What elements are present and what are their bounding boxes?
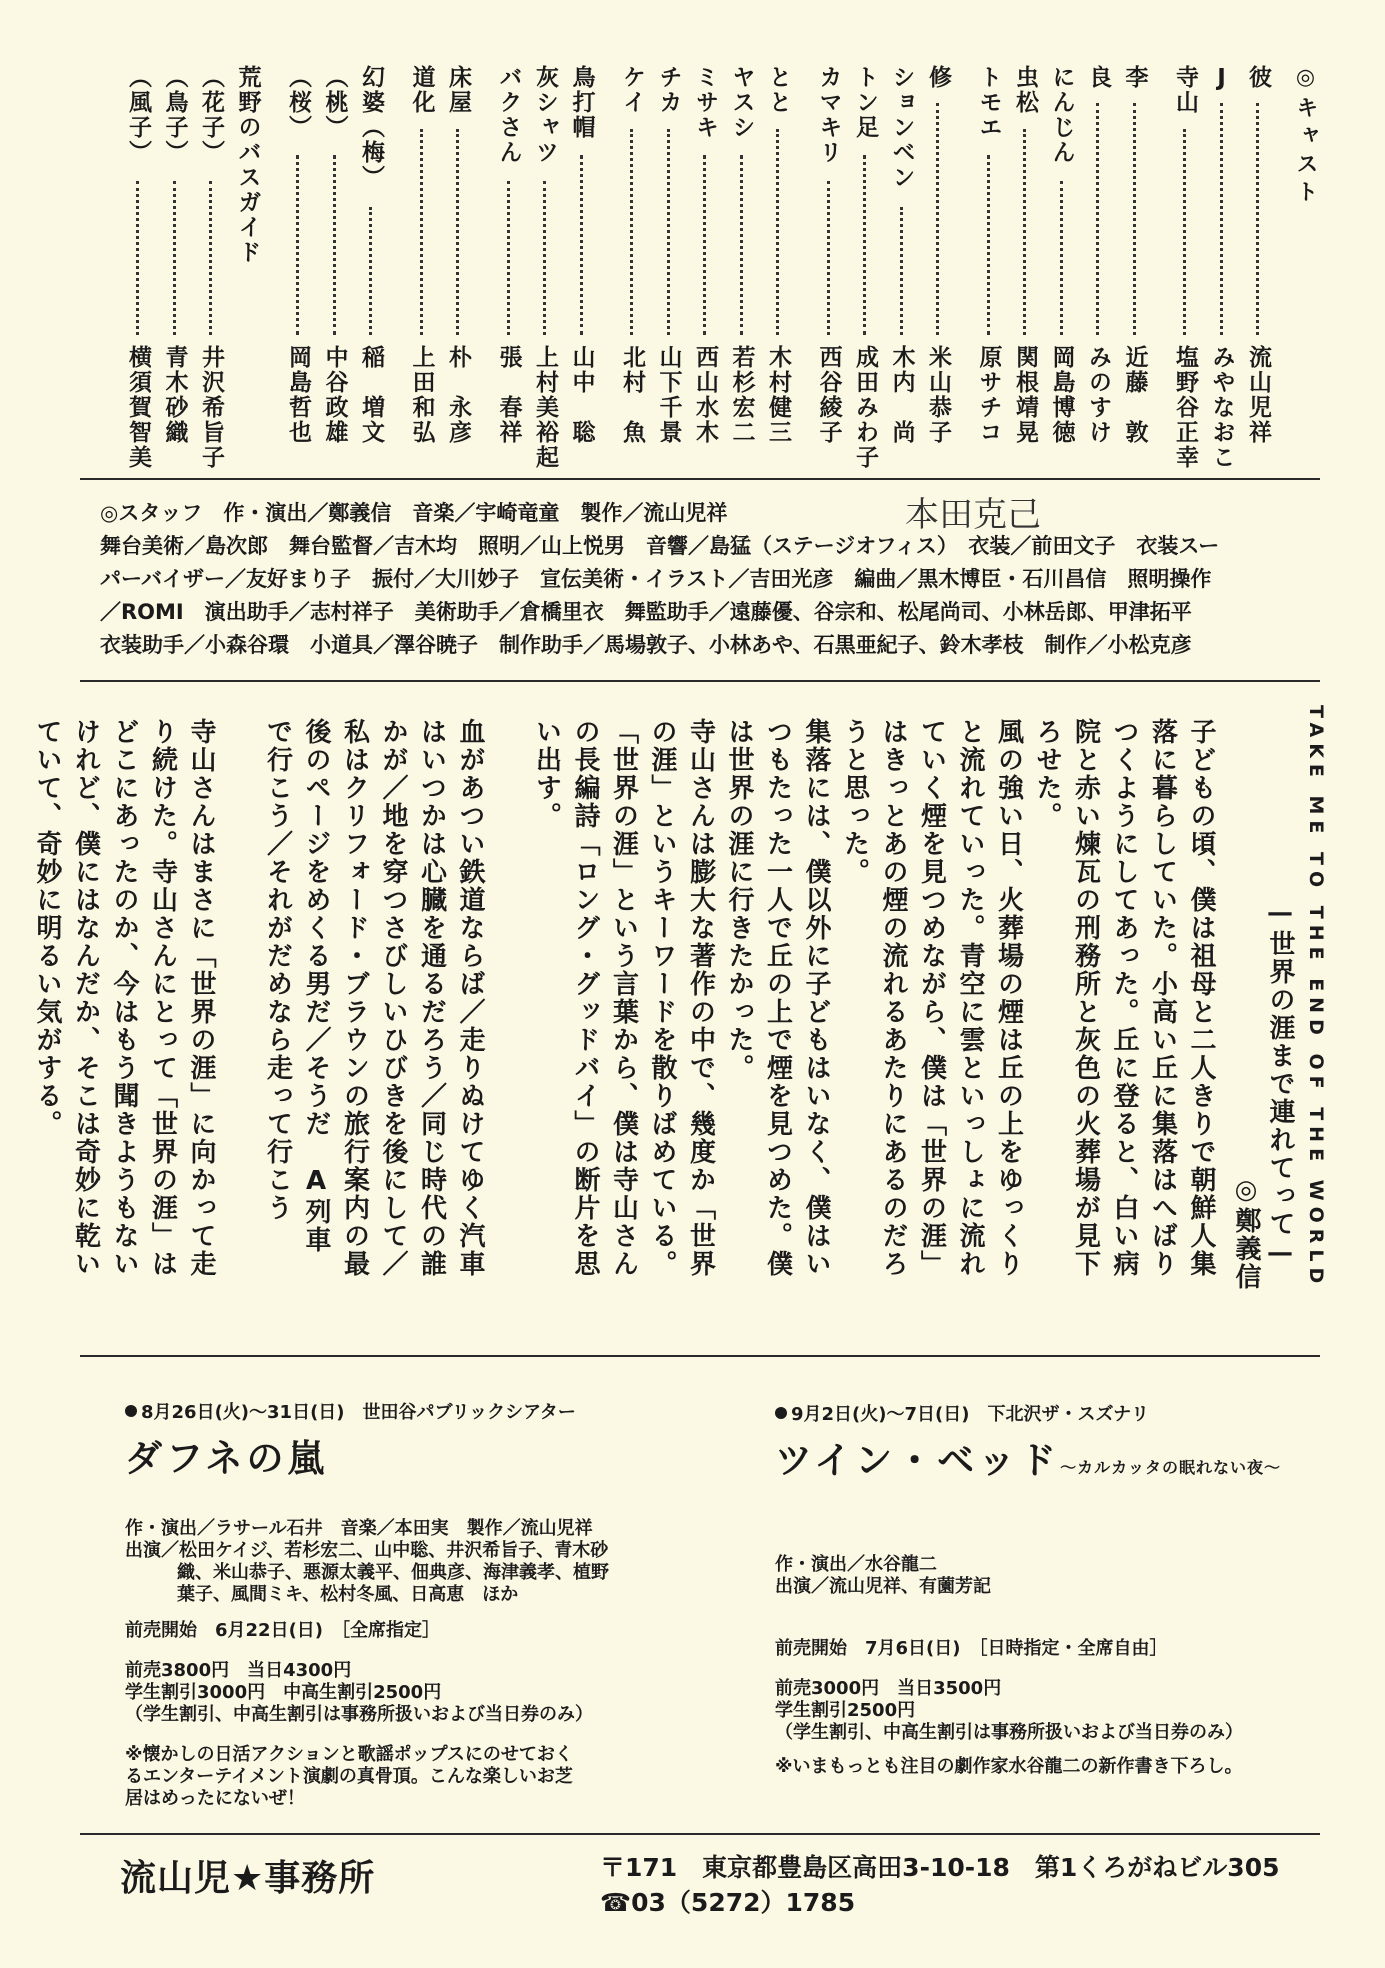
- cast-leader-dots: [1183, 129, 1186, 335]
- cast-actor: 青木砂織: [161, 345, 188, 445]
- cast-actor: 木村健三: [765, 345, 791, 445]
- cast-leader-dots: [1220, 103, 1223, 335]
- cast-role: 李: [1121, 65, 1148, 90]
- show-price: （学生割引、中高生割引は事務所扱いおよび当日券のみ）: [775, 1722, 1243, 1743]
- cast-actor: 張 春祥: [495, 345, 522, 445]
- cast-actor: 上村美裕起: [532, 345, 558, 470]
- cast-role: ケイ: [619, 65, 645, 115]
- cast-role: 荒野のバスガイド: [234, 65, 261, 265]
- essay-paragraph: 風の強い日、火葬場の煙は丘の上をゆっくりと流れていった。青空に雲といっしょに流れていく煙を見つめながら、僕は「世界の涯」はきっとあの煙の流れるあたりにあるのだろうと思った。: [839, 718, 1024, 1278]
- cast-leader-dots: [580, 155, 583, 335]
- cast-actor: 稲 増文: [358, 345, 384, 445]
- show-cast-line: 出演／流山児祥、有薗芳記: [775, 1576, 991, 1597]
- cast-leader-dots: [1133, 103, 1136, 335]
- cast-leader-dots: [209, 181, 212, 335]
- show-credits: 作・演出／水谷龍二: [775, 1554, 937, 1575]
- cast-actor: 塩野谷正幸: [1172, 345, 1198, 470]
- bullet-icon: [775, 1407, 787, 1419]
- cast-leader-dots: [456, 129, 459, 335]
- essay-paragraph: 寺山さんは膨大な著作の中で、幾度か「世界の涯」というキーワードを散りばめている。「世界の涯」という言葉から、僕は寺山さんの長編詩「ロング・グッドバイ」の断片を思い出す。: [531, 718, 716, 1278]
- staff-line: 衣装助手／小森谷環 小道具／澤谷暁子 制作助手／馬場敦子、小林あや、石黒亜紀子、鈴木孝枝 制作／小松克彦: [100, 633, 1192, 657]
- cast-role: 寺山: [1172, 65, 1198, 115]
- show-note: ※いまもっとも注目の劇作家水谷龍二の新作書き下ろし。: [775, 1756, 1243, 1777]
- office-name: 流山児★事務所: [120, 1858, 376, 1899]
- cast-role: ションベン: [888, 65, 915, 190]
- cast-actor: 岡島哲也: [285, 345, 311, 445]
- staff-line: ◎スタッフ 作・演出／鄭義信 音楽／宇崎竜童 製作／流山児祥: [100, 501, 728, 525]
- cast-actor: 成田みわ子: [852, 345, 878, 470]
- cast-role: J: [1208, 65, 1235, 93]
- cast-leader-dots: [740, 155, 743, 335]
- cast-role: とと: [765, 65, 791, 115]
- cast-role: トモエ: [975, 65, 1002, 140]
- cast-role: （鳥子）: [161, 65, 188, 165]
- show-cast-line: 出演／松田ケイジ、若杉宏二、山中聡、井沢希旨子、青木砂: [125, 1540, 609, 1561]
- show-subtitle: 〜カルカッタの眠れない夜〜: [1060, 1458, 1281, 1477]
- cast-role: 鳥打帽: [568, 65, 595, 140]
- cast-leader-dots: [136, 181, 139, 335]
- cast-role: （風子）: [125, 65, 151, 165]
- cast-leader-dots: [987, 155, 990, 335]
- show-daphne: [125, 1398, 685, 1810]
- essay-paragraph: 集落には、僕以外に子どもはいなく、僕はいつもたった一人で丘の上で煙を見つめた。僕は世界の涯に行きたかった。: [724, 718, 831, 1278]
- cast-role: 虫松: [1012, 65, 1038, 115]
- essay-paragraph: 血があつい鉄道ならば／走りぬけてゆく汽車はいつかは心臓を通るだろう／同じ時代の誰かが／地を穿つさびしいひびきを後にして／私はクリフォード・ブラウンの旅行案内の最後のページをめくる男だ／そうだ A列車で行こう／それがだめなら走って行こう: [262, 718, 485, 1278]
- cast-actor: 西谷綾子: [815, 345, 842, 445]
- cast-role: チカ: [655, 65, 682, 115]
- divider-cast-staff: [80, 478, 1320, 480]
- staff-line: パーバイザー／友好まり子 振付／大川妙子 宣伝美術・イラスト／吉田光彦 編曲／黒木博臣・石川昌信 照明操作: [100, 567, 1212, 591]
- cast-role: トン足: [852, 65, 878, 140]
- cast-leader-dots: [369, 207, 372, 335]
- cast-actor: 近藤 敦: [1121, 345, 1148, 445]
- show-title: ツイン・ベッド: [775, 1439, 1061, 1482]
- show-cast-line: 葉子、風間ミキ、松村冬風、日高恵 ほか: [177, 1584, 519, 1605]
- cast-role: 彼: [1245, 65, 1271, 90]
- cast-actor: 若杉宏二: [728, 345, 755, 445]
- essay-author: ◎鄭義信: [1231, 1175, 1261, 1291]
- cast-role: （桃）: [321, 65, 348, 140]
- divider-footer: [80, 1833, 1320, 1835]
- show-date: 9月2日(火)〜7日(日) 下北沢ザ・スズナリ: [791, 1404, 1150, 1425]
- cast-role: カマキリ: [815, 65, 842, 165]
- show-presale: 前売開始 6月22日(日) ［全席指定］: [125, 1620, 441, 1641]
- staff-credits: [100, 497, 1350, 662]
- cast-leader-dots: [827, 181, 830, 335]
- cast-actor: 関根靖晃: [1012, 345, 1038, 445]
- essay-paragraph: 子どもの頃、僕は祖母と二人きりで朝鮮人集落に暮らしていた。小高い丘に集落はへばりつくようにしてあった。丘に登ると、白い病院と赤い煉瓦の刑務所と灰色の火葬場が見下ろせた。: [1032, 718, 1216, 1278]
- cast-role: にんじん: [1048, 65, 1075, 165]
- show-note: ※懐かしの日活アクションと歌謡ポップスにのせておく: [125, 1744, 573, 1765]
- divider-essay-shows: [80, 1355, 1320, 1357]
- essay-paragraph: 寺山さんはまさに「世界の涯」に向かって走り続けた。寺山さんにとって「世界の涯」はどこにあったのか、今はもう聞きようもないけれど、僕にはなんだか、そこは奇妙に乾いていて、奇妙に明るい気がする。: [32, 718, 216, 1278]
- cast-leader-dots: [667, 129, 670, 335]
- cast-actor: 北村 魚: [619, 345, 645, 445]
- cast-leader-dots: [776, 129, 779, 335]
- staff-line: 舞台美術／島次郎 舞台監督／吉木均 照明／山上悦男 音響／島猛（ステージオフィス） 衣装／前田文子 衣装スー: [100, 534, 1220, 558]
- cast-leader-dots: [296, 155, 299, 335]
- cast-leader-dots: [507, 181, 510, 335]
- essay-subtitle: —世界の涯まで連れてって—: [1265, 898, 1295, 1270]
- cast-leader-dots: [703, 155, 706, 335]
- cast-actor: 岡島博徳: [1048, 345, 1075, 445]
- cast-role: （花子）: [198, 65, 224, 165]
- cast-actor: 井沢希旨子: [198, 345, 224, 470]
- cast-leader-dots: [173, 181, 176, 335]
- cast-actor: 横須賀智美: [125, 345, 151, 470]
- show-price: 前売3800円 当日4300円: [125, 1660, 352, 1681]
- cast-role: 灰シャツ: [532, 65, 558, 165]
- cast-leader-dots: [863, 155, 866, 335]
- show-price: 学生割引2500円: [775, 1700, 916, 1721]
- cast-actor: みやなおこ: [1208, 345, 1235, 470]
- show-twin-bed: [775, 1400, 1335, 1778]
- cast-role: 道化: [408, 65, 435, 115]
- cast-actor: 流山児祥: [1245, 345, 1271, 445]
- office-phone: ☎03（5272）1785: [600, 1888, 856, 1917]
- cast-header: ◎キャスト: [1293, 65, 1318, 208]
- show-credits: 作・演出／ラサール石井 音楽／本田実 製作／流山児祥: [125, 1518, 593, 1539]
- cast-leader-dots: [543, 181, 546, 335]
- cast-actor: 上田和弘: [408, 345, 435, 445]
- cast-leader-dots: [1060, 181, 1063, 335]
- cast-actor: 西山水木: [692, 345, 718, 445]
- show-title: ダフネの嵐: [125, 1437, 329, 1480]
- divider-staff-essay: [80, 680, 1320, 682]
- cast-role: 良: [1085, 65, 1111, 90]
- show-price: （学生割引、中高生割引は事務所扱いおよび当日券のみ）: [125, 1704, 593, 1725]
- cast-actor: 山下千景: [655, 345, 682, 445]
- bullet-icon: [125, 1405, 137, 1417]
- cast-leader-dots: [936, 103, 939, 335]
- cast-leader-dots: [900, 207, 903, 335]
- cast-actor: 山中 聡: [568, 345, 595, 445]
- cast-actor: 朴 永彦: [445, 345, 471, 445]
- cast-role: 幻婆（梅）: [358, 65, 384, 190]
- show-date: 8月26日(火)〜31日(日) 世田谷パブリックシアター: [141, 1402, 576, 1423]
- show-presale: 前売開始 7月6日(日) ［日時指定・全席自由］: [775, 1638, 1168, 1659]
- show-price: 学生割引3000円 中高生割引2500円: [125, 1682, 442, 1703]
- cast-leader-dots: [1256, 103, 1259, 335]
- cast-actor: 原サチコ: [975, 345, 1002, 445]
- cast-actor: 米山恭子: [925, 345, 951, 445]
- cast-actor: 木内 尚: [888, 345, 915, 445]
- essay-title: TAKE ME TO THE END OF THE WORLD: [1305, 705, 1327, 1290]
- cast-leader-dots: [1023, 129, 1026, 335]
- show-price: 前売3000円 当日3500円: [775, 1678, 1002, 1699]
- cast-role: 床屋: [445, 65, 471, 115]
- cast-leader-dots: [333, 155, 336, 335]
- cast-actor: 中谷政雄: [321, 345, 348, 445]
- cast-role: ミサキ: [692, 65, 718, 140]
- cast-role: （桜）: [285, 65, 311, 140]
- handwritten-note: 本田克己: [905, 495, 1041, 535]
- cast-role: バクさん: [495, 65, 522, 165]
- cast-leader-dots: [1096, 103, 1099, 335]
- cast-actor: みのすけ: [1085, 345, 1111, 445]
- essay-body: [32, 718, 1220, 1278]
- show-cast-line: 織、米山恭子、悪源太義平、佃典彦、海津義孝、植野: [177, 1562, 609, 1583]
- show-note: 居はめったにないぜ！: [125, 1788, 305, 1809]
- office-address: 〒171 東京都豊島区高田3-10-18 第1くろがねビル305: [600, 1853, 1280, 1882]
- cast-role: ヤスシ: [728, 65, 755, 140]
- show-note: るエンターテイメント演劇の真骨頂。こんな楽しいお芝: [125, 1766, 573, 1787]
- cast-leader-dots: [420, 129, 423, 335]
- staff-line: ／ROMI 演出助手／志村祥子 美術助手／倉橋里衣 舞監助手／遠藤優、谷宗和、松尾尚司、小林岳郎、甲津拓平: [100, 600, 1192, 624]
- cast-leader-dots: [630, 129, 633, 335]
- cast-role: 修: [925, 65, 951, 90]
